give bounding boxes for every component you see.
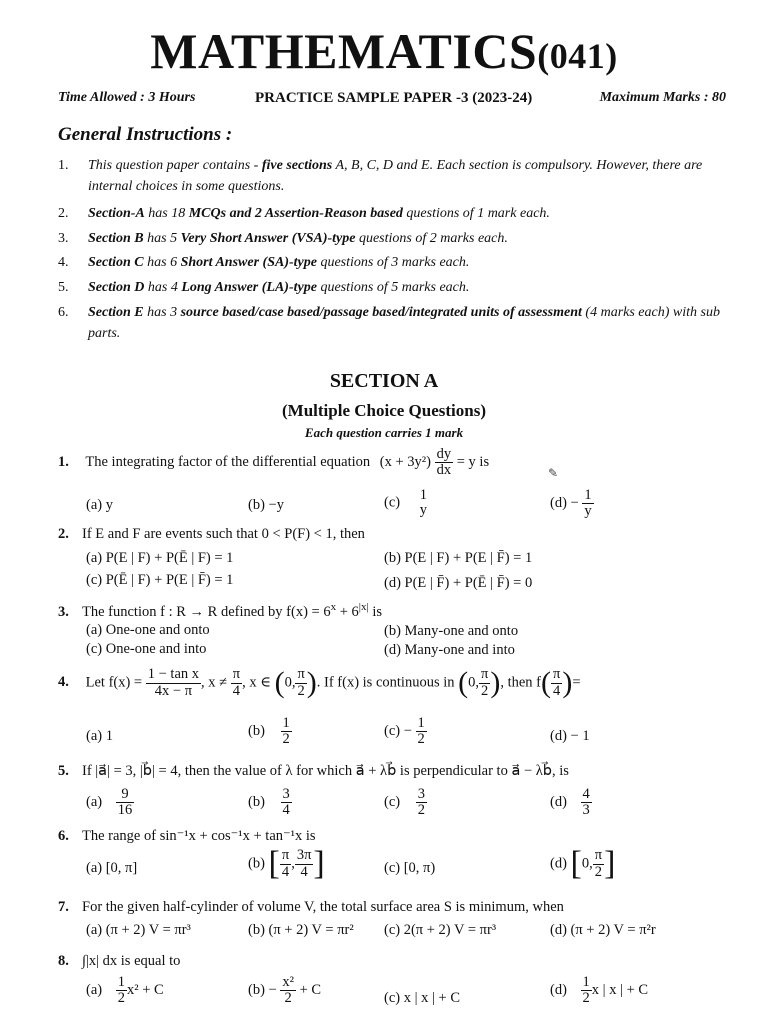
pen-mark-icon: ✎ — [548, 466, 559, 480]
section-note: Each question carries 1 mark — [304, 425, 464, 440]
q4-option-d: (d) − 1 — [550, 728, 590, 744]
instruction-number: 3. — [58, 231, 69, 246]
question-1: 1. The integrating factor of the differential equation (x + 3y²) $\frac{dy}{dx}$ = y is — [58, 446, 490, 479]
question-6: 6. The range of sin⁻¹x + cos⁻¹x + tan⁻¹x is — [58, 828, 316, 844]
q4-option-b: (b) $\frac{1}{2}$ — [248, 715, 290, 748]
question-8: 8. ∫|x| dx is equal to — [58, 953, 181, 969]
instruction-text: Section E has 3 source based/case based/passage based/integrated units of assessment (4 marks each) with sub parts. — [88, 305, 720, 341]
q2-option-d: (d) P(E | F̄) + P(Ē | F̄) = 0 — [384, 575, 533, 591]
question-4: 4. Let f(x) = $\frac{\text{1 − tan x}}{4x - \pi}$ , x ≠ $\frac{\pi}{4}$ , x ∈ (0, $\frac{\pi}{2}$ ). If f(x) is continuous in (0, $\frac{\pi}{2}$ ), then f( $\frac{\pi}{4}$ )= — [58, 666, 581, 699]
instruction-item — [58, 228, 730, 249]
max-marks: Maximum Marks : 80 — [599, 90, 726, 105]
q5-option-d: (d) $\frac{4}{3}$ — [550, 786, 590, 819]
instruction-number: 4. — [58, 255, 69, 270]
instruction-number: 6. — [58, 305, 69, 320]
q8-option-c: (c) x | x | + C — [384, 990, 460, 1006]
instructions-heading: General Instructions : — [58, 124, 233, 145]
q7-option-b: (b) (π + 2) V = πr² — [248, 922, 354, 938]
q7-option-a: (a) (π + 2) V = πr³ — [86, 922, 191, 938]
q7-option-c: (c) 2(π + 2) V = πr³ — [384, 922, 497, 938]
instruction-number: 5. — [58, 280, 69, 295]
q8-option-d: (d) $\frac{1}{2}$ x | x | + C — [550, 974, 649, 1007]
section-title: SECTION A — [329, 370, 439, 392]
paper-name: PRACTICE SAMPLE PAPER -3 (2023-24) — [255, 90, 533, 106]
q3-option-b: (b) Many-one and onto — [384, 623, 519, 639]
instruction-item — [58, 252, 730, 273]
instruction-item — [58, 302, 730, 344]
q4-option-a: (a) 1 — [86, 728, 113, 744]
subject-code: (041) — [537, 36, 618, 76]
time-allowed: Time Allowed : 3 Hours — [58, 90, 196, 105]
subject-title: MATHEMATICS — [150, 23, 538, 79]
q1-option-a: (a) y — [86, 497, 113, 513]
instruction-item — [58, 203, 730, 224]
q7-option-d: (d) (π + 2) V = π²r — [550, 922, 656, 938]
q1-option-c: (c) 1 y — [384, 487, 427, 519]
instruction-item — [58, 277, 730, 298]
q6-option-c: (c) [0, π) — [384, 860, 436, 876]
q6-option-a: (a) [0, π] — [86, 860, 138, 876]
q8-option-a: (a) $\frac{1}{2}$ x² + C — [86, 974, 164, 1007]
q5-option-a: (a) $\frac{9}{16}$ — [86, 786, 133, 819]
instruction-item — [58, 155, 730, 197]
q5-option-c: (c) $\frac{3}{2}$ — [384, 786, 425, 819]
instruction-text: Section B has 5 Very Short Answer (VSA)-type questions of 2 marks each. — [88, 231, 508, 246]
question-3: 3. The function f : R → R defined by $f(x) = 6^x + 6^{|x|}$ is — [58, 601, 382, 620]
instruction-number: 2. — [58, 206, 69, 221]
question-7: 7. For the given half-cylinder of volume V, the total surface area S is minimum, when — [58, 899, 564, 915]
q4-option-c: (c) − $\frac{1}{2}$ — [384, 715, 425, 748]
instruction-text: This question paper contains - five sections A, B, C, D and E. Each section is compulsory. However, there are internal choices in some questions. — [88, 158, 703, 194]
q6-option-b: (b) [ $\frac{\pi}{4}$ , $\frac{3\pi}{4}$ ] — [248, 845, 325, 882]
q8-option-b: (b) − $\frac{\text{x²}}{2}$ + C — [248, 974, 322, 1007]
page-title — [0, 22, 768, 80]
instruction-text: Section D has 4 Long Answer (LA)-type questions of 5 marks each. — [88, 280, 470, 295]
q5-option-b: (b) $\frac{3}{4}$ — [248, 786, 290, 819]
q3-option-c: (c) One-one and into — [86, 641, 207, 657]
q2-option-c: (c) P(Ē | F) + P(E | F̄) = 1 — [86, 572, 234, 588]
question-2: 2. If E and F are events such that 0 < P(F) < 1, then — [58, 526, 365, 542]
q3-option-a: (a) One-one and onto — [86, 622, 210, 638]
section-subtitle: (Multiple Choice Questions) — [282, 401, 486, 420]
instruction-text: Section C has 6 Short Answer (SA)-type questions of 3 marks each. — [88, 255, 470, 270]
q6-option-d: (d) [0, $\frac{\pi}{2}$ ] — [550, 845, 616, 882]
question-5: 5. If |a⃗| = 3, |b⃗| = 4, then the value of λ for which a⃗ + λb⃗ is perpendicular to a⃗ − λb⃗, is — [58, 763, 569, 779]
instruction-number: 1. — [58, 158, 69, 173]
q3-option-d: (d) Many-one and into — [384, 642, 515, 658]
q1-option-b: (b) −y — [248, 497, 284, 513]
q2-option-b: (b) P(E | F) + P(E | F̄) = 1 — [384, 550, 533, 566]
q1-option-d: (d) − $\frac{1}{y}$ — [550, 487, 592, 520]
instruction-text: Section-A has 18 MCQs and 2 Assertion-Reason based questions of 1 mark each. — [88, 206, 550, 221]
q2-option-a: (a) P(E | F) + P(Ē | F) = 1 — [86, 550, 234, 566]
